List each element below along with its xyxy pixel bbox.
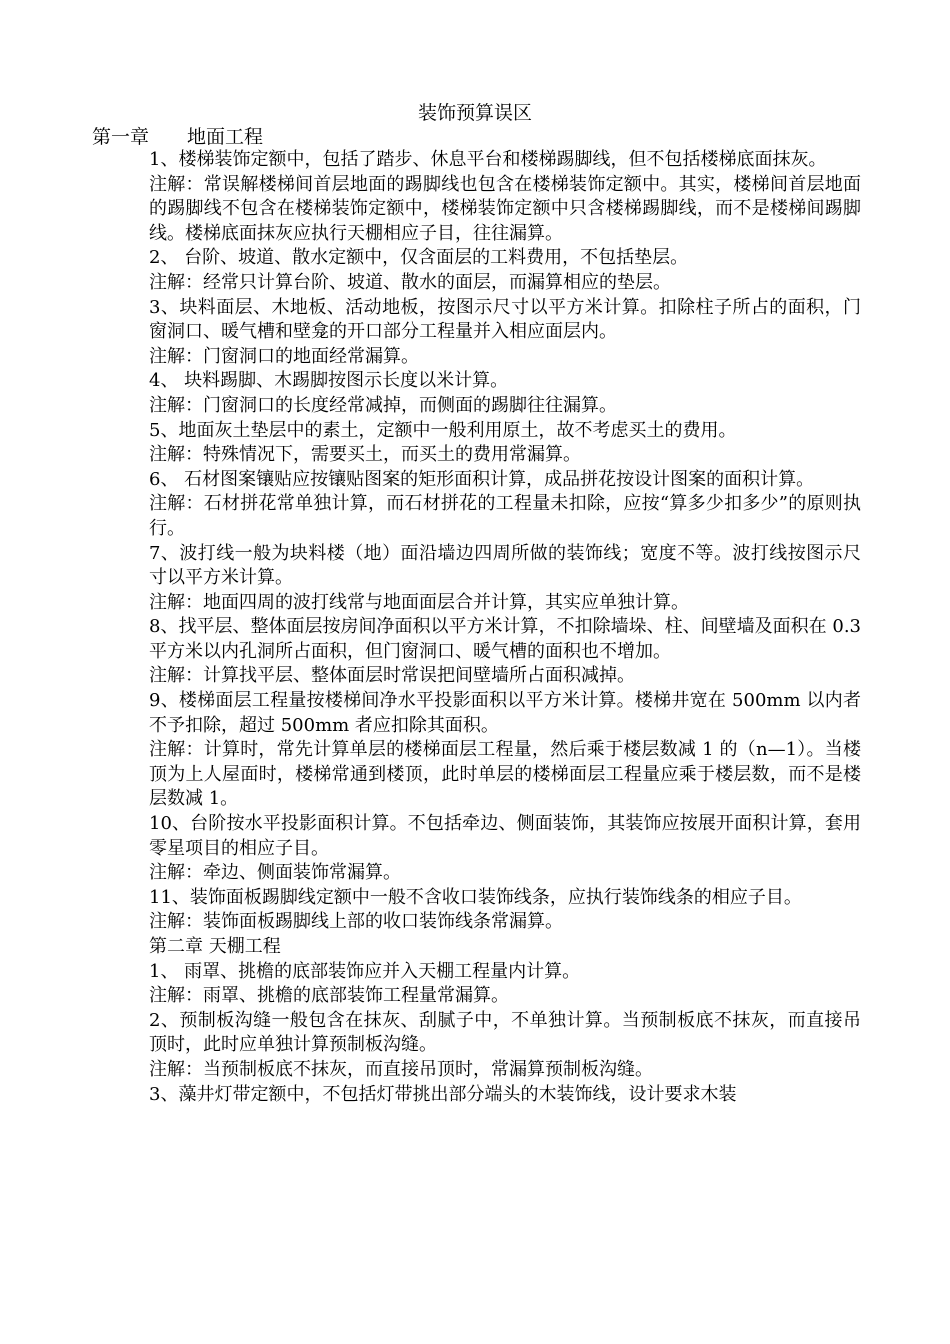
paragraph: 注解：牵边、侧面装饰常漏算。 bbox=[149, 862, 401, 884]
paragraph: 5、地面灰土垫层中的素土，定额中一般利用原土，故不考虑买土的费用。 bbox=[149, 419, 737, 441]
paragraph: 4、 块料踢脚、木踢脚按图示长度以米计算。 bbox=[149, 370, 509, 392]
chapter-2-heading: 第二章 天棚工程 bbox=[149, 936, 281, 957]
paragraph: 注解：门窗洞口的地面经常漏算。 bbox=[149, 345, 419, 367]
paragraph: 1、楼梯装饰定额中，包括了踏步、休息平台和楼梯踢脚线，但不包括楼梯底面抹灰。 bbox=[149, 149, 827, 170]
paragraph: 注解：计算找平层、整体面层时常误把间壁墙所占面积减掉。 bbox=[149, 665, 635, 687]
paragraph: 2、 台阶、坡道、散水定额中，仅含面层的工料费用，不包括垫层。 bbox=[149, 247, 689, 269]
paragraph: 注解：特殊情况下，需要买土，而买土的费用常漏算。 bbox=[149, 444, 581, 466]
paragraph: 7、波打线一般为块料楼（地）面沿墙边四周所做的装饰线；宽度不等。波打线按图示尺寸以平方米计算。 bbox=[149, 542, 861, 589]
paragraph: 6、 石材图案镶贴应按镶贴图案的矩形面积计算，成品拼花按设计图案的面积计算。 bbox=[149, 468, 815, 490]
paragraph: 注解：装饰面板踢脚线上部的收口装饰线条常漏算。 bbox=[149, 911, 563, 933]
paragraph: 9、楼梯面层工程量按楼梯间净水平投影面积以平方米计算。楼梯井宽在 500mm 以内者不予扣除，超过 500mm 者应扣除其面积。 bbox=[149, 690, 861, 736]
chapter-1-heading: 第一章 地面工程 bbox=[92, 126, 264, 148]
paragraph: 注解：常误解楼梯间首层地面的踢脚线也包含在楼梯装饰定额中。其实，楼梯间首层地面的踢脚线不包含在楼梯装饰定额中，楼梯装饰定额中只含楼梯踢脚线，而不是楼梯间踢脚线。楼梯底面抹灰应执行天棚相应子目，往往漏算。 bbox=[149, 173, 861, 244]
paragraph: 注解：当预制板底不抹灰，而直接吊顶时，常漏算预制板沟缝。 bbox=[149, 1058, 653, 1080]
document-title: 装饰预算误区 bbox=[417, 102, 532, 124]
paragraph: 11、装饰面板踢脚线定额中一般不含收口装饰线条，应执行装饰线条的相应子目。 bbox=[149, 886, 802, 908]
paragraph: 8、找平层、整体面层按房间净面积以平方米计算，不扣除墙垛、柱、间壁墙及面积在 0.3 平方米以内孔洞所占面积，但门窗洞口、暖气槽的面积也不增加。 bbox=[149, 616, 861, 662]
paragraph: 注解：门窗洞口的长度经常减掉，而侧面的踢脚往往漏算。 bbox=[149, 394, 617, 416]
document-body bbox=[149, 148, 861, 1107]
paragraph: 2、预制板沟缝一般包含在抹灰、刮腻子中，不单独计算。当预制板底不抹灰，而直接吊顶时，此时应单独计算预制板沟缝。 bbox=[149, 1009, 861, 1056]
paragraph: 1、 雨罩、挑檐的底部装饰应并入天棚工程量内计算。 bbox=[149, 960, 581, 982]
paragraph: 3、藻井灯带定额中，不包括灯带挑出部分端头的木装饰线，设计要求木装 bbox=[149, 1083, 737, 1105]
paragraph: 注解：石材拼花常单独计算，而石材拼花的工程量未扣除，应按“算多少扣多少”的原则执行。 bbox=[149, 493, 861, 539]
paragraph: 注解：雨罩、挑檐的底部装饰工程量常漏算。 bbox=[149, 985, 509, 1007]
paragraph: 注解：地面四周的波打线常与地面面层合并计算，其实应单独计算。 bbox=[149, 591, 689, 613]
paragraph: 注解：计算时，常先计算单层的楼梯面层工程量，然后乘于楼层数减 1 的（n—1）。当楼顶为上人屋面时，楼梯常通到楼顶，此时单层的楼梯面层工程量应乘于楼层数，而不是楼层数减 1。 bbox=[149, 739, 861, 810]
paragraph: 注解：经常只计算台阶、坡道、散水的面层，而漏算相应的垫层。 bbox=[149, 271, 671, 293]
paragraph: 3、块料面层、木地板、活动地板，按图示尺寸以平方米计算。扣除柱子所占的面积，门窗洞口、暖气槽和壁龛的开口部分工程量并入相应面层内。 bbox=[149, 296, 861, 343]
paragraph: 10、台阶按水平投影面积计算。不包括牵边、侧面装饰，其装饰应按展开面积计算，套用零星项目的相应子目。 bbox=[149, 813, 861, 859]
